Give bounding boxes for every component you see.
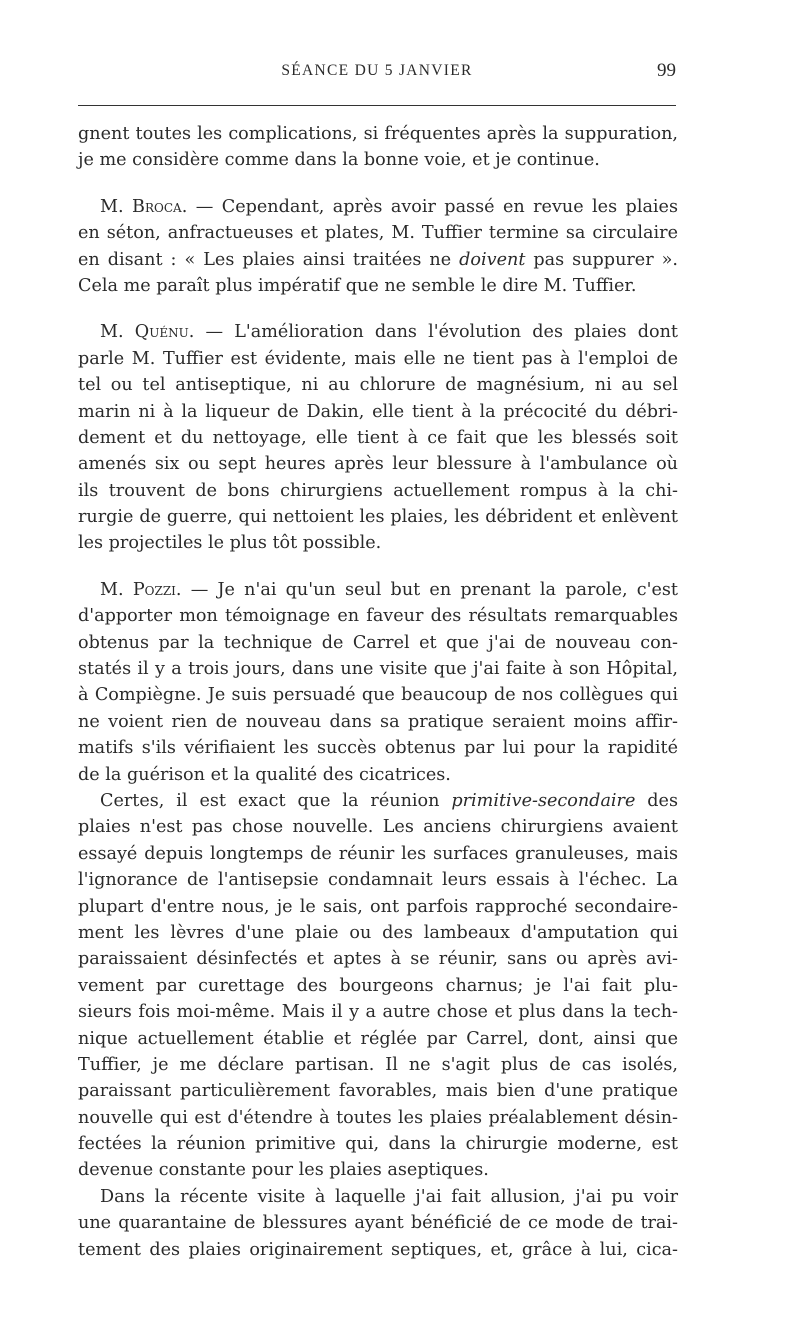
paragraph-certes — [78, 788, 678, 1184]
paragraph-quenu — [78, 319, 678, 557]
text-line: je me considère comme dans la bonne voie, et je continue. — [78, 150, 600, 171]
speaker-name: Pozzi — [132, 579, 176, 600]
speaker-name: Quénu — [134, 322, 189, 343]
speaker-prefix: M. — [100, 196, 133, 217]
text-line: obtenus par la technique de Carrel et que j'ai de nouveau con- — [78, 632, 678, 653]
text-line: vement par curettage des bourgeons charnus; je l'ai fait plu- — [78, 975, 678, 996]
text-line: gnent toutes les complications, si fréquentes après la suppuration, — [78, 124, 678, 144]
text-line: ne voient rien de nouveau dans sa pratique seraient moins affir- — [78, 711, 678, 732]
text-line: une quarantaine de blessures ayant bénéficié de ce mode de trai- — [78, 1213, 678, 1234]
running-title: SÉANCE DU 5 JANVIER — [281, 62, 473, 79]
text-line: parle M. Tuffier est évidente, mais elle ne tient pas à l'emploi de — [78, 348, 678, 369]
text-line — [78, 788, 678, 814]
line-text: . — L'amélioration dans l'évolution des plaies dont — [188, 322, 679, 343]
text-line: sieurs fois moi-même. Mais il y a autre chose et plus dans la tech- — [78, 1002, 678, 1023]
page-body — [78, 121, 678, 1263]
text-line: de la guérison et la qualité des cicatrices. — [78, 764, 451, 785]
page-header — [78, 62, 676, 86]
text-line: nique actuellement établie et réglée par Carrel, dont, ainsi que — [78, 1028, 678, 1049]
text-line: à Compiègne. Je suis persuadé que beaucoup de nos collègues qui — [78, 685, 678, 706]
text-line: Cela me paraît plus impératif que ne semble le dire M. Tuffier. — [78, 275, 637, 296]
text-line: l'ignorance de l'antisepsie condamnait leurs essais à l'échec. La — [78, 870, 678, 891]
text-line: en séton, anfractueuses et plates, M. Tuffier termine sa circulaire — [78, 223, 678, 244]
text-line: matifs s'ils vérifiaient les succès obtenus par lui pour la rapidité — [78, 738, 678, 759]
paragraph-visite — [78, 1184, 678, 1263]
speaker-prefix: M. — [100, 322, 135, 343]
text-line: plupart d'entre nous, je le sais, ont parfois rapproché secondaire- — [78, 896, 678, 917]
text-line: essayé depuis longtemps de réunir les surfaces granuleuses, mais — [78, 843, 678, 864]
text-line: fectées la réunion primitive qui, dans la chirurgie moderne, est — [78, 1134, 678, 1155]
text-line — [78, 319, 678, 345]
text-line — [78, 577, 678, 603]
header-rule — [78, 105, 676, 106]
text-line: ils trouvent de bons chirurgiens actuellement rompus à la chi- — [78, 480, 678, 501]
text-line: Tuffier, je me déclare partisan. Il ne s'agit plus de cas isolés, — [78, 1054, 678, 1075]
italic-text: primitive-secondaire — [451, 790, 636, 811]
text-line: ment les lèvres d'une plaie ou des lambeaux d'amputation qui — [78, 922, 678, 943]
text-line: amenés six ou sept heures après leur blessure à l'ambulance où — [78, 454, 678, 475]
text-line: Dans la récente visite à laquelle j'ai fait allusion, j'ai pu voir — [100, 1186, 678, 1207]
speaker-prefix: M. — [100, 579, 133, 600]
paragraph-pozzi — [78, 577, 678, 788]
text-line: devenue constante pour les plaies aseptiques. — [78, 1160, 489, 1181]
line-text: . — Cependant, après avoir passé en revue les plaies — [181, 196, 678, 217]
text-line: marin ni à la liqueur de Dakin, elle tient à la précocité du débri- — [78, 401, 678, 422]
line-text: pas suppurer ». — [525, 249, 678, 270]
text-line — [78, 247, 678, 273]
text-line: paraissaient désinfectés et aptes à se réunir, sans ou après avi- — [78, 949, 678, 970]
line-text: des — [635, 790, 678, 811]
text-line: d'apporter mon témoignage en faveur des résultats remarquables — [78, 606, 678, 627]
speaker-name: Broca — [132, 196, 182, 217]
text-line: tel ou tel antiseptique, ni au chlorure de magnésium, ni au sel — [78, 375, 678, 396]
line-text: en disant : « Les plaies ainsi traitées ne — [78, 249, 460, 270]
line-text: . — Je n'ai qu'un seul but en prenant la parole, c'est — [175, 579, 678, 600]
text-line: statés il y a trois jours, dans une visite que j'ai faite à son Hôpital, — [78, 659, 678, 680]
italic-text: doivent — [459, 249, 526, 270]
text-line: tement des plaies originairement septiques, et, grâce à lui, cica- — [78, 1239, 678, 1260]
text-line: les projectiles le plus tôt possible. — [78, 533, 382, 554]
text-line: plaies n'est pas chose nouvelle. Les anciens chirurgiens avaient — [78, 817, 678, 838]
page-number: 99 — [657, 60, 676, 81]
text-line: dement et du nettoyage, elle tient à ce fait que les blessés soit — [78, 427, 678, 448]
text-line: nouvelle qui est d'étendre à toutes les plaies préalablement désin- — [78, 1107, 678, 1128]
paragraph-continuation — [78, 121, 678, 174]
text-line: rurgie de guerre, qui nettoient les plaies, les débrident et enlèvent — [78, 507, 678, 528]
line-text: Certes, il est exact que la réunion — [100, 790, 452, 811]
paragraph-broca — [78, 194, 678, 300]
text-line — [78, 194, 678, 220]
text-line: paraissant particulièrement favorables, mais bien d'une pratique — [78, 1081, 678, 1102]
